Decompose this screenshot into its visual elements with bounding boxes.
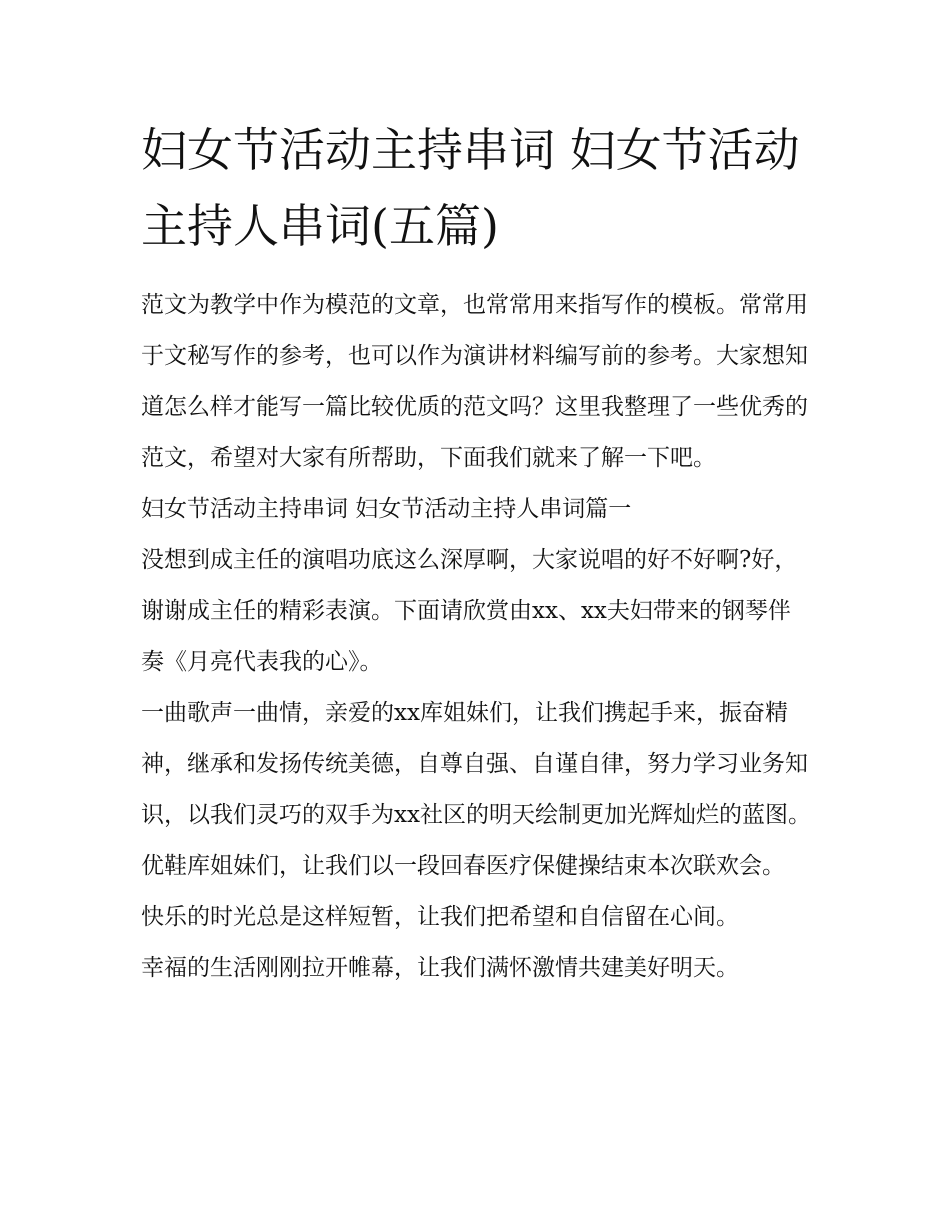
body-paragraph-1: 没想到成主任的演唱功底这么深厚啊，大家说唱的好不好啊?好，谢谢成主任的精彩表演。下面请欣赏由xx、xx夫妇带来的钢琴伴奏《月亮代表我的心》。: [141, 547, 798, 675]
document-body: [141, 112, 811, 994]
body-paragraph-3: 快乐的时光总是这样短暂，让我们把希望和自信留在心间。: [141, 904, 739, 930]
body-paragraph-2: 一曲歌声一曲情，亲爱的xx库姐妹们，让我们携起手来，振奋精神，继承和发扬传统美德，自尊自强、自谨自律，努力学习业务知识，以我们灵巧的双手为xx社区的明天绘制更加光辉灿烂的蓝图。优鞋库姐妹们，让我们以一段回春医疗保健操结束本次联欢会。: [141, 700, 811, 879]
body-paragraph-4: 幸福的生活刚刚拉开帷幕，让我们满怀激情共建美好明天。: [141, 955, 739, 981]
document-title: 妇女节活动主持串词 妇女节活动主持人串词(五篇): [141, 123, 800, 253]
intro-paragraph: 范文为教学中作为模范的文章，也常常用来指写作的模板。常常用于文秘写作的参考，也可以作为演讲材料编写前的参考。大家想知道怎么样才能写一篇比较优质的范文吗？这里我整理了一些优秀的范文，希望对大家有所帮助，下面我们就来了解一下吧。: [141, 292, 808, 471]
section-heading: 妇女节活动主持串词 妇女节活动主持人串词篇一: [141, 496, 632, 522]
